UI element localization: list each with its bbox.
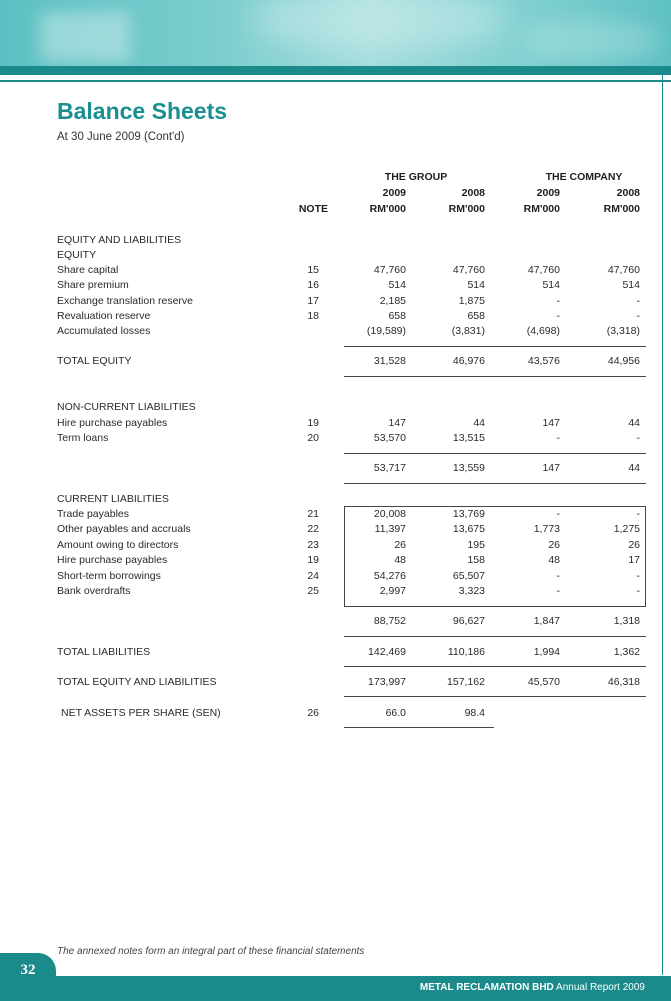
row-note: 22 <box>307 523 319 535</box>
table-rule <box>344 453 646 454</box>
row-value: 514 <box>467 279 485 291</box>
row-value: 44 <box>628 417 640 429</box>
year-header: 2009 <box>382 187 406 199</box>
table-rule <box>344 483 646 484</box>
row-value: 26 <box>548 539 560 551</box>
row-note: 16 <box>307 279 319 291</box>
row-value: 43,576 <box>527 355 560 367</box>
unit-header: RM'000 <box>448 203 485 215</box>
table-rule <box>344 636 646 637</box>
row-note: 21 <box>307 508 319 520</box>
row-label: Accumulated losses <box>57 325 151 337</box>
row-value: 48 <box>394 554 406 566</box>
table-rule <box>344 376 646 377</box>
section-heading: CURRENT LIABILITIES <box>57 493 169 505</box>
row-value: 88,752 <box>373 615 406 627</box>
row-value: 13,769 <box>452 508 485 520</box>
year-header: 2009 <box>536 187 560 199</box>
page-number: 32 <box>20 962 36 978</box>
row-value: 514 <box>542 279 560 291</box>
footer-report: Annual Report 2009 <box>556 982 645 993</box>
row-label: Bank overdrafts <box>57 585 131 597</box>
header-glow <box>40 12 130 62</box>
row-value: 1,994 <box>533 646 560 658</box>
row-value: 1,847 <box>533 615 560 627</box>
row-value: - <box>636 508 640 520</box>
year-header: 2008 <box>616 187 640 199</box>
row-label: Hire purchase payables <box>57 417 168 429</box>
row-value: 1,362 <box>613 646 640 658</box>
row-value: 658 <box>388 310 406 322</box>
row-value: - <box>636 295 640 307</box>
row-value: - <box>556 585 560 597</box>
row-value: 96,627 <box>452 615 485 627</box>
row-value: (3,831) <box>451 325 485 337</box>
row-value: (3,318) <box>606 325 640 337</box>
table-rule <box>645 506 646 606</box>
row-value: 157,162 <box>447 676 485 688</box>
row-value: - <box>556 295 560 307</box>
row-label: Trade payables <box>57 508 129 520</box>
row-value: 44,956 <box>607 355 640 367</box>
row-value: 13,675 <box>452 523 485 535</box>
row-value: 1,875 <box>458 295 485 307</box>
row-note: 19 <box>307 417 319 429</box>
row-value: 158 <box>467 554 485 566</box>
row-note: 17 <box>307 295 319 307</box>
table-rule <box>344 346 646 347</box>
row-value: (4,698) <box>526 325 560 337</box>
row-value: 47,760 <box>607 264 640 276</box>
header-rule <box>0 80 671 82</box>
row-value: - <box>556 570 560 582</box>
row-value: 26 <box>628 539 640 551</box>
footer-text <box>420 982 645 993</box>
unit-header: RM'000 <box>603 203 640 215</box>
row-note: 25 <box>307 585 319 597</box>
table-rule <box>344 696 646 697</box>
company-header: THE COMPANY <box>545 171 623 183</box>
unit-header: RM'000 <box>523 203 560 215</box>
row-label: Revaluation reserve <box>57 310 151 322</box>
row-value: 11,397 <box>374 523 406 535</box>
row-value: 66.0 <box>385 707 406 719</box>
row-value: 53,570 <box>373 432 406 444</box>
table-rule <box>344 727 494 728</box>
row-value: 17 <box>628 554 640 566</box>
row-note: 19 <box>307 554 319 566</box>
row-label: Hire purchase payables <box>57 554 168 566</box>
row-note: 24 <box>307 570 319 582</box>
row-value: 1,275 <box>613 523 640 535</box>
group-header: THE GROUP <box>384 171 448 183</box>
row-label: Amount owing to directors <box>57 539 179 551</box>
row-value: - <box>556 310 560 322</box>
row-label: NET ASSETS PER SHARE (SEN) <box>61 707 221 719</box>
row-value: 514 <box>622 279 640 291</box>
row-label: Share premium <box>57 279 129 291</box>
row-note: 23 <box>307 539 319 551</box>
row-note: 20 <box>307 432 319 444</box>
row-value: 13,515 <box>452 432 485 444</box>
row-value: - <box>636 310 640 322</box>
row-value: - <box>556 432 560 444</box>
row-value: - <box>556 508 560 520</box>
row-note: 15 <box>307 264 319 276</box>
row-value: 45,570 <box>527 676 560 688</box>
unit-header: RM'000 <box>369 203 406 215</box>
row-value: 195 <box>467 539 485 551</box>
row-value: - <box>636 432 640 444</box>
page-title: Balance Sheets <box>57 98 228 124</box>
row-label: Exchange translation reserve <box>57 295 193 307</box>
row-value: - <box>636 570 640 582</box>
row-value: 54,276 <box>373 570 406 582</box>
row-value: 98.4 <box>464 707 485 719</box>
row-value: 44 <box>473 417 485 429</box>
row-value: - <box>636 585 640 597</box>
row-value: 147 <box>388 417 406 429</box>
page-border-right <box>662 75 663 975</box>
row-label: TOTAL LIABILITIES <box>57 646 151 658</box>
header-glow <box>250 0 510 50</box>
header-band <box>0 0 671 66</box>
row-value: 20,008 <box>373 508 406 520</box>
row-value: 2,185 <box>379 295 406 307</box>
row-value: 1,318 <box>613 615 640 627</box>
row-value: 13,559 <box>452 462 485 474</box>
row-note: 18 <box>307 310 319 322</box>
row-value: 1,773 <box>533 523 560 535</box>
row-value: 147 <box>542 462 560 474</box>
footnote: The annexed notes form an integral part of these financial statements <box>57 946 365 957</box>
row-value: 142,469 <box>368 646 406 658</box>
section-heading: EQUITY AND LIABILITIES <box>57 234 182 246</box>
row-value: 658 <box>467 310 485 322</box>
row-value: 47,760 <box>527 264 560 276</box>
row-label: TOTAL EQUITY AND LIABILITIES <box>57 676 217 688</box>
row-value: 26 <box>394 539 406 551</box>
header-teal-bar <box>0 66 671 75</box>
row-note: 26 <box>307 707 319 719</box>
row-value: 65,507 <box>452 570 485 582</box>
row-value: 46,318 <box>607 676 640 688</box>
row-value: 3,323 <box>458 585 485 597</box>
page-subtitle: At 30 June 2009 (Cont'd) <box>57 131 185 143</box>
row-value: 147 <box>542 417 560 429</box>
footer-company: METAL RECLAMATION BHD <box>419 982 554 993</box>
row-label: Share capital <box>57 264 119 276</box>
row-label: TOTAL EQUITY <box>57 355 132 367</box>
row-value: 53,717 <box>373 462 406 474</box>
row-value: 47,760 <box>373 264 406 276</box>
row-value: 48 <box>548 554 560 566</box>
row-value: 173,997 <box>368 676 406 688</box>
table-rule <box>344 666 646 667</box>
row-label: Other payables and accruals <box>57 523 191 535</box>
note-header: NOTE <box>298 203 328 215</box>
row-value: (19,589) <box>366 325 406 337</box>
section-heading: NON-CURRENT LIABILITIES <box>57 401 196 413</box>
table-rule <box>344 606 646 607</box>
row-value: 47,760 <box>452 264 485 276</box>
header-glow <box>520 20 660 60</box>
row-value: 514 <box>388 279 406 291</box>
section-heading: EQUITY <box>57 249 97 261</box>
year-header: 2008 <box>461 187 485 199</box>
row-value: 46,976 <box>452 355 485 367</box>
row-label: Short-term borrowings <box>57 570 161 582</box>
row-value: 31,528 <box>373 355 406 367</box>
row-value: 2,997 <box>379 585 406 597</box>
row-value: 110,186 <box>447 646 485 658</box>
row-label: Term loans <box>57 432 109 444</box>
row-value: 44 <box>628 462 640 474</box>
table-rule <box>344 506 646 507</box>
